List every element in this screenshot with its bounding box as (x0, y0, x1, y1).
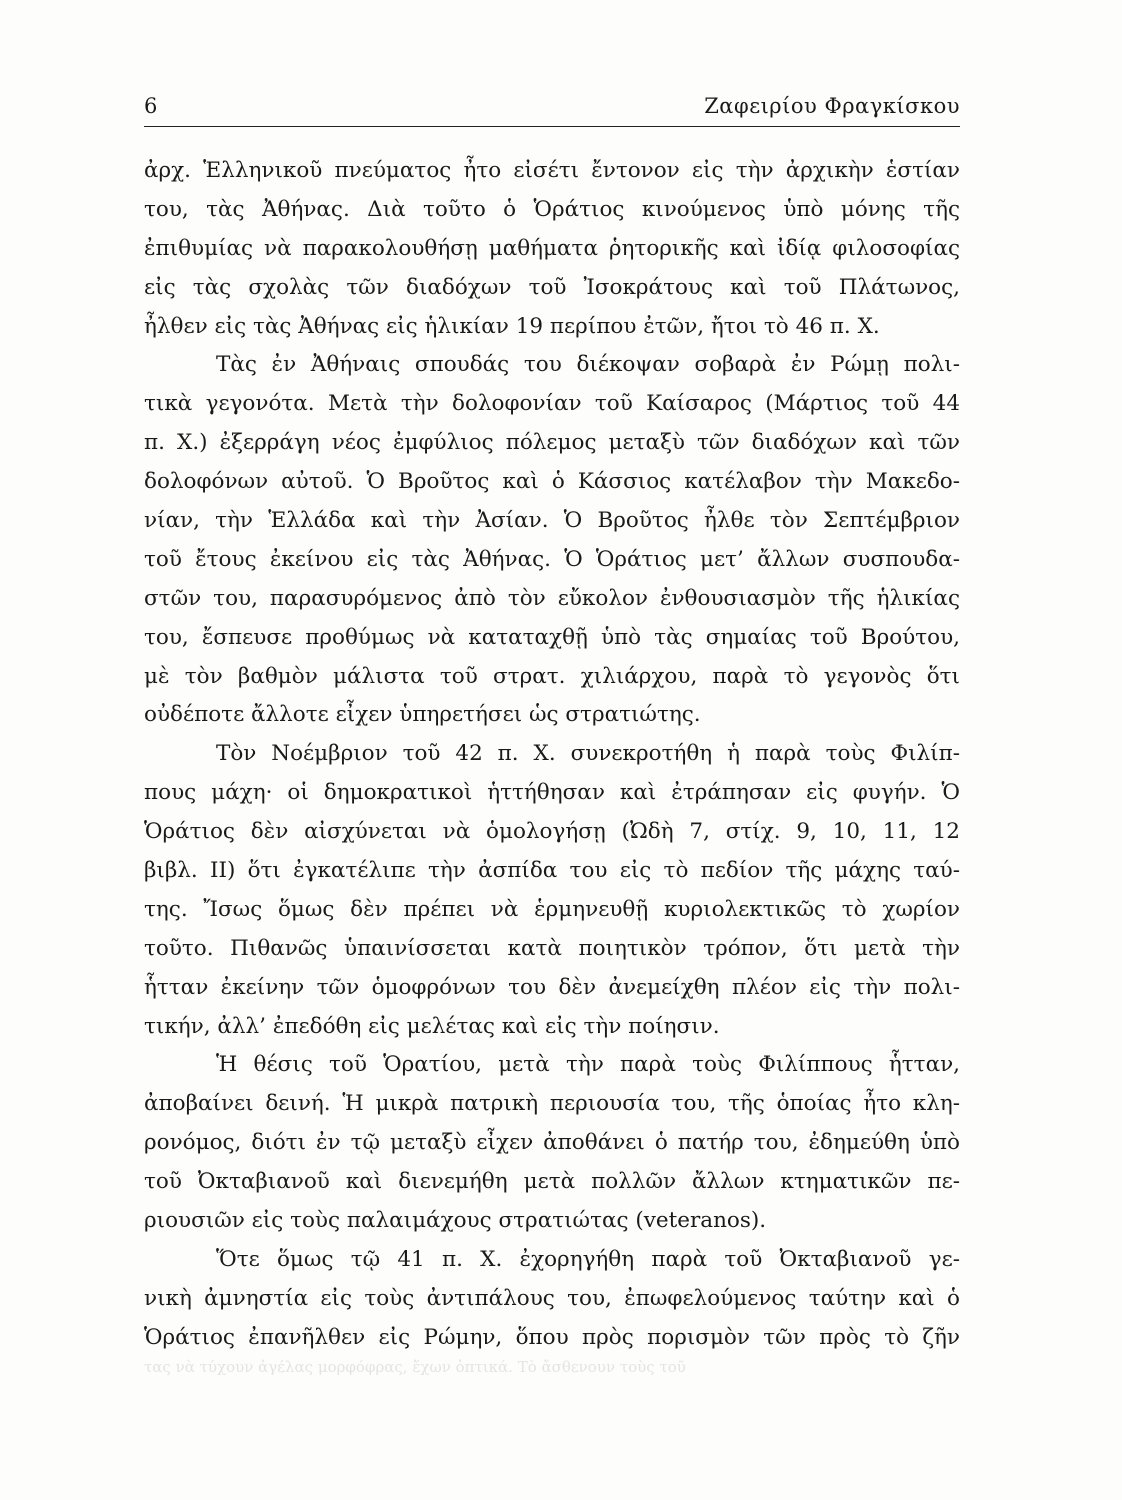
body-text (144, 152, 960, 1362)
text-line: ριουσιῶν εἰς τοὺς παλαιμάχους στρατιώτας (veteranos). (144, 1208, 767, 1234)
text-line: Ἡ θέσις τοῦ Ὁρατίου, μετὰ τὴν παρὰ τοὺς Φιλίππους ἧτταν, (216, 1052, 960, 1078)
text-line: τοῦ Ὀκταβιανοῦ καὶ διενεμήθη μετὰ πολλῶν ἄλλων κτηματικῶν πε- (144, 1169, 960, 1195)
text-line: της. Ἴσως ὅμως δὲν πρέπει νὰ ἑρμηνευθῇ κυριολεκτικῶς τὸ χωρίον (144, 896, 960, 922)
text-line: Ὁράτιος δὲν αἰσχύνεται νὰ ὁμολογήσῃ (Ὠδὴ 7, στίχ. 9, 10, 11, 12 (144, 819, 960, 845)
text-line: εἰς τὰς σχολὰς τῶν διαδόχων τοῦ Ἰσοκράτους καὶ τοῦ Πλάτωνος, (144, 274, 960, 300)
text-line: τικὰ γεγονότα. Μετὰ τὴν δολοφονίαν τοῦ Καίσαρος (Μάρτιος τοῦ 44 (144, 391, 960, 417)
text-line: του, τὰς Ἀθήνας. Διὰ τοῦτο ὁ Ὁράτιος κινούμενος ὑπὸ μόνης τῆς (144, 196, 960, 222)
page-number: 6 (144, 94, 158, 118)
text-line: Τὸν Νοέμβριον τοῦ 42 π. Χ. συνεκροτήθη ἡ παρὰ τοὺς Φιλίπ- (216, 741, 960, 767)
text-line: του, ἔσπευσε προθύμως νὰ καταταχθῇ ὑπὸ τὰς σημαίας τοῦ Βρούτου, (144, 624, 960, 650)
running-title: Ζαφειρίου Φραγκίσκου (704, 94, 960, 118)
bleed-through-text: τας νὰ τύχουν ἀγέλας μορφόφρας, ἔχων ὀπτικά. Τὸ ἄσθενουν τοὺς τοῦ (144, 1358, 686, 1376)
text-line: Ὁράτιος ἐπανῆλθεν εἰς Ρώμην, ὅπου πρὸς πορισμὸν τῶν πρὸς τὸ ζῆν (144, 1324, 960, 1350)
running-header (144, 92, 960, 127)
text-line: πους μάχη· οἱ δημοκρατικοὶ ἡττήθησαν καὶ ἐτράπησαν εἰς φυγήν. Ὁ (144, 780, 960, 806)
text-line: ἀρχ. Ἑλληνικοῦ πνεύματος ἦτο εἰσέτι ἔντονον εἰς τὴν ἀρχικὴν ἑστίαν (144, 158, 960, 183)
text-line: μὲ τὸν βαθμὸν μάλιστα τοῦ στρατ. χιλιάρχου, παρὰ τὸ γεγονὸς ὅτι (144, 663, 960, 689)
text-line: ἐπιθυμίας νὰ παρακολουθήσῃ μαθήματα ῥητορικῆς καὶ ἰδίᾳ φιλοσοφίας (144, 235, 960, 261)
paragraph (144, 346, 960, 735)
text-line: οὐδέποτε ἄλλοτε εἶχεν ὑπηρετήσει ὡς στρατιώτης. (144, 702, 701, 728)
text-line: ἀποβαίνει δεινή. Ἡ μικρὰ πατρικὴ περιουσία του, τῆς ὁποίας ἦτο κλη- (144, 1091, 960, 1117)
paragraph (144, 735, 960, 1046)
text-line: νίαν, τὴν Ἑλλάδα καὶ τὴν Ἀσίαν. Ὁ Βροῦτος ἦλθε τὸν Σεπτέμβριον (144, 508, 960, 534)
text-line: Τὰς ἐν Ἀθήναις σπουδάς του διέκοψαν σοβαρὰ ἐν Ρώμῃ πολι- (216, 352, 960, 378)
text-line: ἧτταν ἐκείνην τῶν ὁμοφρόνων του δὲν ἀνεμείχθη πλέον εἰς τὴν πολι- (144, 974, 960, 1000)
text-line: τοῦτο. Πιθανῶς ὑπαινίσσεται κατὰ ποιητικὸν τρόπον, ὅτι μετὰ τὴν (144, 935, 960, 961)
text-line: Ὅτε ὅμως τῷ 41 π. Χ. ἐχορηγήθη παρὰ τοῦ Ὀκταβιανοῦ γε- (216, 1246, 960, 1272)
text-line: τικήν, ἀλλ’ ἐπεδόθη εἰς μελέτας καὶ εἰς τὴν ποίησιν. (144, 1013, 720, 1039)
text-line: βιβλ. ΙΙ) ὅτι ἐγκατέλιπε τὴν ἀσπίδα του εἰς τὸ πεδίον τῆς μάχης ταύ- (144, 858, 960, 884)
text-line: δολοφόνων αὐτοῦ. Ὁ Βροῦτος καὶ ὁ Κάσσιος κατέλαβον τὴν Μακεδο- (144, 469, 960, 495)
text-line: νικὴ ἀμνηστία εἰς τοὺς ἀντιπάλους του, ἐπωφελούμενος ταύτην καὶ ὁ (144, 1285, 960, 1311)
text-line: ρονόμος, διότι ἐν τῷ μεταξὺ εἶχεν ἀποθάνει ὁ πατήρ του, ἐδημεύθη ὑπὸ (144, 1130, 960, 1156)
paragraph (144, 1241, 960, 1362)
text-line: στῶν του, παρασυρόμενος ἀπὸ τὸν εὔκολον ἐνθουσιασμὸν τῆς ἡλικίας (144, 585, 960, 611)
paragraph (144, 152, 960, 346)
text-line: π. Χ.) ἐξερράγη νέος ἐμφύλιος πόλεμος μεταξὺ τῶν διαδόχων καὶ τῶν (144, 430, 960, 456)
text-line: ἦλθεν εἰς τὰς Ἀθήνας εἰς ἡλικίαν 19 περίπου ἐτῶν, ἤτοι τὸ 46 π. Χ. (144, 313, 880, 339)
text-line: τοῦ ἔτους ἐκείνου εἰς τὰς Ἀθήνας. Ὁ Ὁράτιος μετ’ ἄλλων συσπουδα- (144, 546, 960, 572)
paragraph (144, 1046, 960, 1240)
